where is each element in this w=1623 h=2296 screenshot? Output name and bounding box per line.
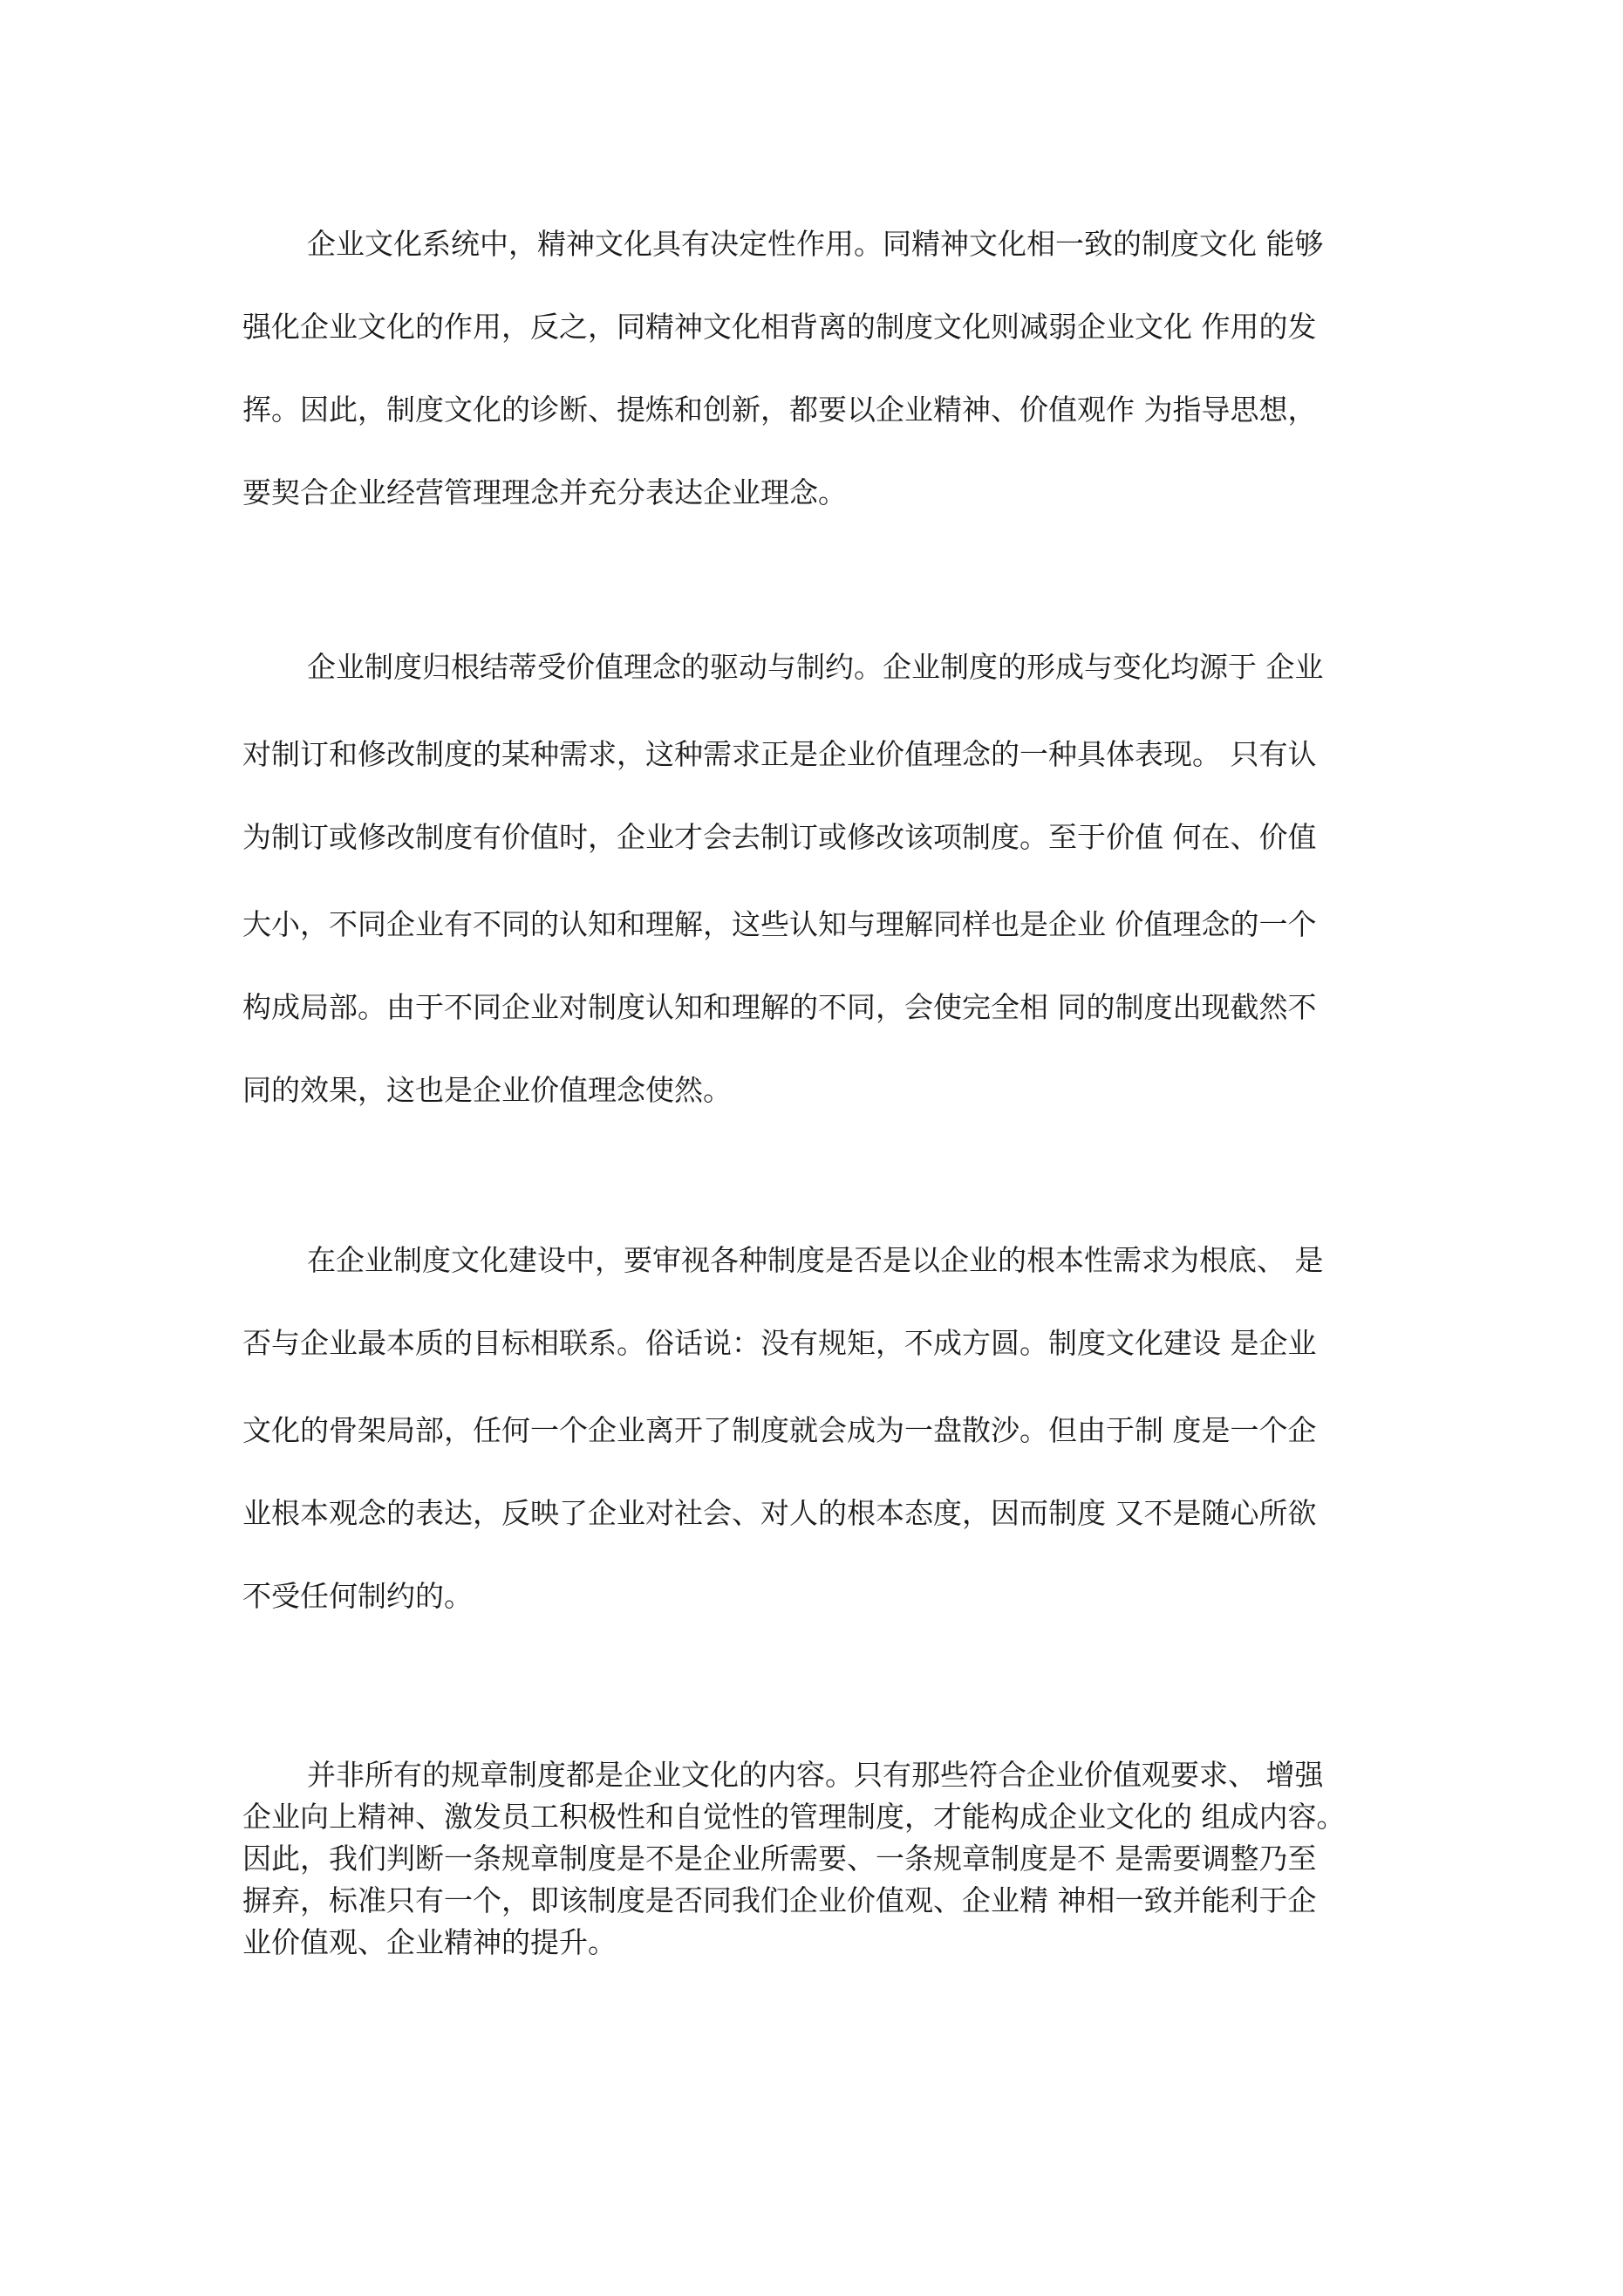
paragraph-line: 业根本观念的表达，反映了企业对社会、对人的根本态度，因而制度 又不是随心所欲 bbox=[242, 1496, 1317, 1530]
paragraph-line: 对制订和修改制度的某种需求，这种需求正是企业价值理念的一种具体表现。 只有认 bbox=[242, 737, 1317, 771]
paragraph-line: 企业向上精神、激发员工积极性和自觉性的管理制度，才能构成企业文化的 组成内容。 bbox=[242, 1800, 1346, 1834]
paragraph-line: 企业制度归根结蒂受价值理念的驱动与制约。企业制度的形成与变化均源于 企业 bbox=[307, 650, 1324, 684]
paragraph-line: 并非所有的规章制度都是企业文化的内容。只有那些符合企业价值观要求、 增强 bbox=[307, 1758, 1324, 1792]
paragraph-line: 否与企业最本质的目标相联系。俗话说：没有规矩，不成方圆。制度文化建设 是企业 bbox=[242, 1326, 1317, 1360]
paragraph-line: 为制订或修改制度有价值时，企业才会去制订或修改该项制度。至于价值 何在、价值 bbox=[242, 820, 1317, 854]
paragraph-line: 强化企业文化的作用，反之，同精神文化相背离的制度文化则减弱企业文化 作用的发 bbox=[242, 310, 1317, 344]
paragraph-line: 企业文化系统中，精神文化具有决定性作用。同精神文化相一致的制度文化 能够 bbox=[307, 227, 1324, 261]
paragraph-line: 大小，不同企业有不同的认知和理解，这些认知与理解同样也是企业 价值理念的一个 bbox=[242, 907, 1317, 941]
paragraph-line: 同的效果，这也是企业价值理念使然。 bbox=[242, 1073, 732, 1107]
paragraph-line: 构成局部。由于不同企业对制度认知和理解的不同，会使完全相 同的制度出现截然不 bbox=[242, 990, 1317, 1024]
paragraph-line: 挥。因此，制度文化的诊断、提炼和创新，都要以企业精神、价值观作 为指导思想， bbox=[242, 393, 1317, 427]
paragraph-line: 文化的骨架局部，任何一个企业离开了制度就会成为一盘散沙。但由于制 度是一个企 bbox=[242, 1413, 1317, 1447]
paragraph-line: 在企业制度文化建设中，要审视各种制度是否是以企业的根本性需求为根底、 是 bbox=[307, 1243, 1324, 1277]
paragraph-line: 因此，我们判断一条规章制度是不是企业所需要、一条规章制度是不 是需要调整乃至 bbox=[242, 1842, 1317, 1876]
paragraph-line: 要契合企业经营管理理念并充分表达企业理念。 bbox=[242, 475, 847, 509]
paragraph-line: 摒弃，标准只有一个，即该制度是否同我们企业价值观、企业精 神相一致并能利于企 bbox=[242, 1883, 1317, 1917]
paragraph-line: 不受任何制约的。 bbox=[242, 1579, 473, 1613]
paragraph-line: 业价值观、企业精神的提升。 bbox=[242, 1925, 617, 1959]
